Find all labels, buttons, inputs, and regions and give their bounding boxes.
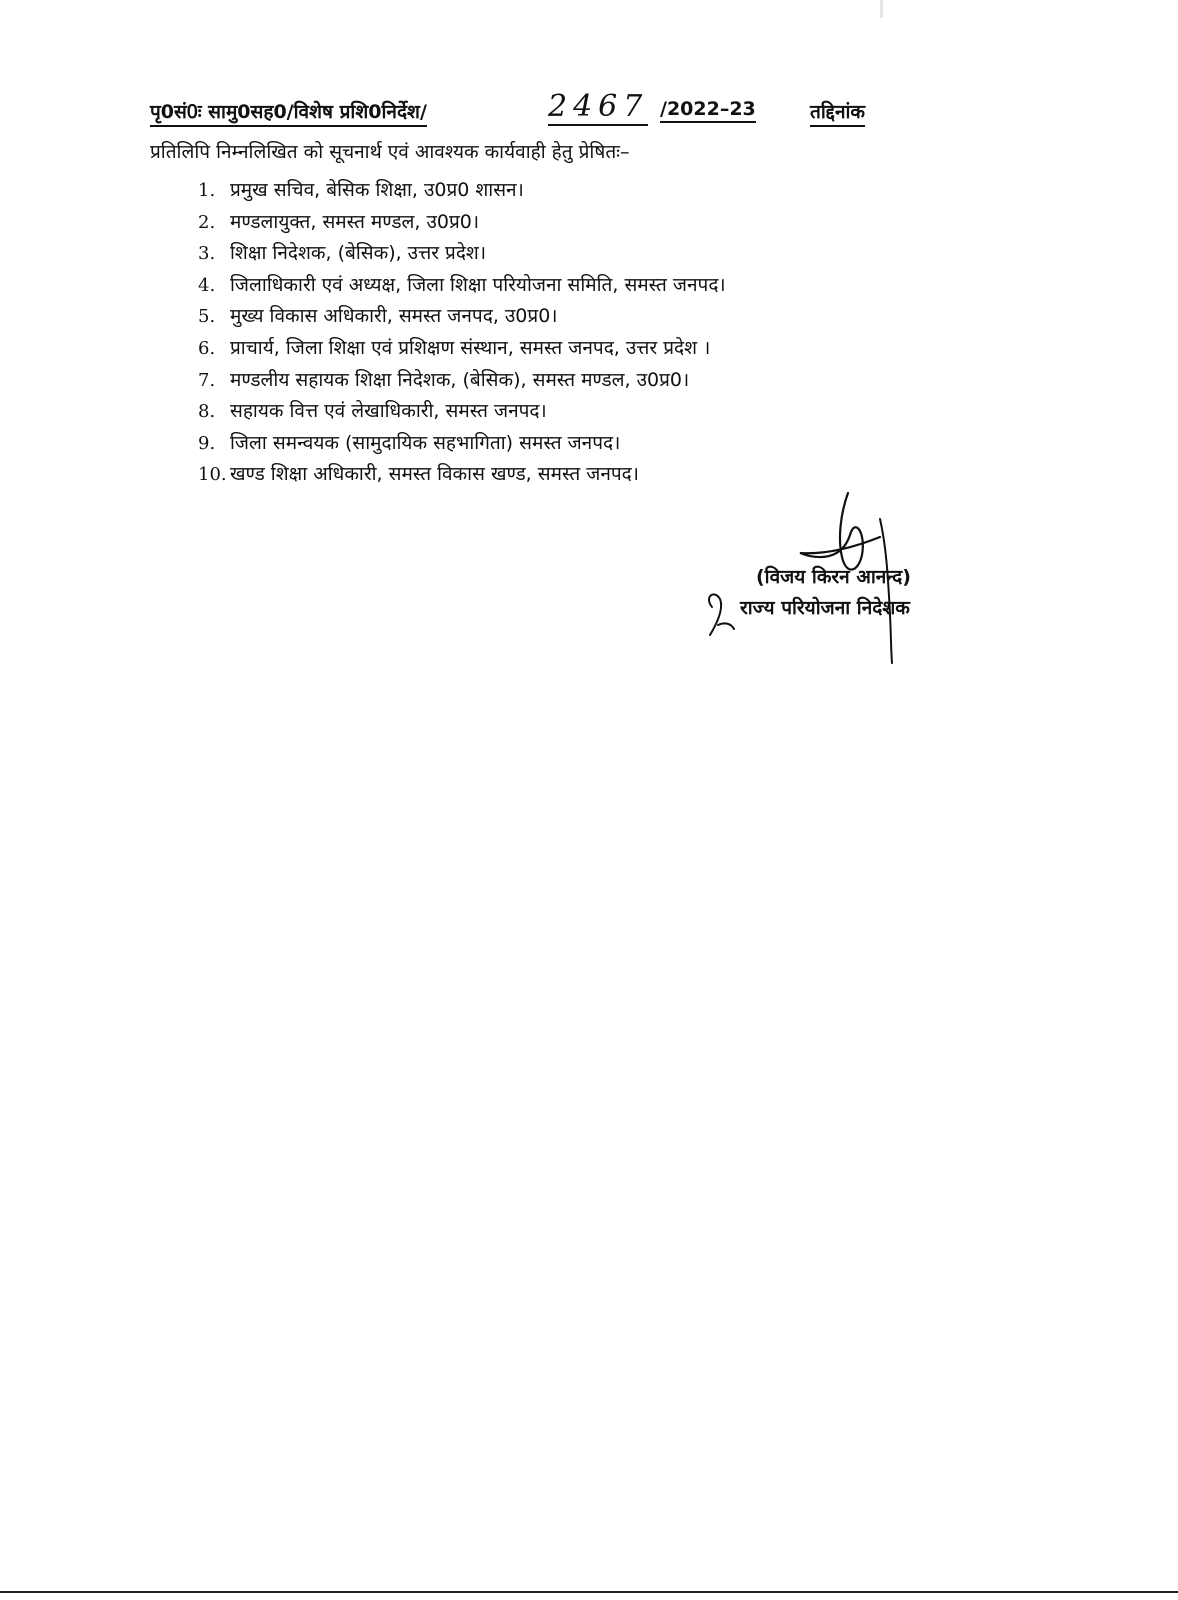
- list-item: [198, 207, 726, 239]
- list-item-number: 6.: [198, 337, 216, 359]
- list-item-text: मण्डलीय सहायक शिक्षा निदेशक, (बेसिक), समस्त मण्डल, उ0प्र0।: [230, 368, 690, 391]
- signatory-name: (विजय किरन आनन्द): [756, 566, 911, 588]
- list-item-number: 5.: [198, 306, 216, 328]
- list-item: [198, 396, 726, 428]
- list-item-number: 8.: [198, 401, 216, 423]
- list-item-text: खण्ड शिक्षा अधिकारी, समस्त विकास खण्ड, समस्त जनपद।: [230, 463, 639, 486]
- list-item: [198, 301, 726, 333]
- list-item-number: 9.: [198, 432, 216, 454]
- list-item-number: 10.: [198, 464, 227, 486]
- list-item-text: शिक्षा निदेशक, (बेसिक), उत्तर प्रदेश।: [230, 242, 487, 265]
- list-item-text: जिलाधिकारी एवं अध्यक्ष, जिला शिक्षा परियोजना समिति, समस्त जनपद।: [230, 273, 726, 296]
- list-item-number: 3.: [198, 243, 216, 265]
- list-item: [198, 175, 726, 207]
- signatory-title: राज्य परियोजना निदेशक: [740, 597, 910, 619]
- recipient-list: [198, 175, 726, 491]
- scan-artifact: [880, 0, 883, 18]
- bottom-divider: [0, 1591, 1178, 1593]
- reference-line: [150, 89, 910, 128]
- list-item: [198, 238, 726, 270]
- list-item-text: प्राचार्य, जिला शिक्षा एवं प्रशिक्षण संस्थान, समस्त जनपद, उत्तर प्रदेश ।: [230, 336, 711, 359]
- list-item-text: सहायक वित्त एवं लेखाधिकारी, समस्त जनपद।: [230, 400, 547, 423]
- reference-prefix: पृ0सं0ः सामु0सह0/विशेष प्रशि0निर्देश/: [150, 98, 427, 127]
- list-item-text: प्रमुख सचिव, बेसिक शिक्षा, उ0प्र0 शासन।: [230, 179, 524, 201]
- list-item-text: जिला समन्वयक (सामुदायिक सहभागिता) समस्त जनपद।: [230, 431, 621, 454]
- list-item-number: 1.: [198, 180, 216, 201]
- list-item: [198, 365, 726, 397]
- list-item-text: मुख्य विकास अधिकारी, समस्त जनपद, उ0प्र0।: [230, 305, 558, 328]
- reference-number: 2467: [548, 89, 649, 124]
- list-item-number: 4.: [198, 274, 216, 296]
- reference-year: /2022–23: [660, 98, 756, 123]
- list-item-number: 7.: [198, 369, 216, 391]
- list-item-text: मण्डलायुक्त, समस्त मण्डल, उ0प्र0।: [230, 210, 480, 233]
- list-item: [198, 270, 726, 302]
- reference-date: तद्दिनांक: [810, 98, 865, 127]
- intro-text: प्रतिलिपि निम्नलिखित को सूचनार्थ एवं आवश्यक कार्यवाही हेतु प्रेषितः–: [150, 141, 630, 163]
- list-item-number: 2.: [198, 211, 216, 233]
- list-item: [198, 333, 726, 365]
- list-item: [198, 428, 726, 460]
- list-item: [198, 459, 726, 491]
